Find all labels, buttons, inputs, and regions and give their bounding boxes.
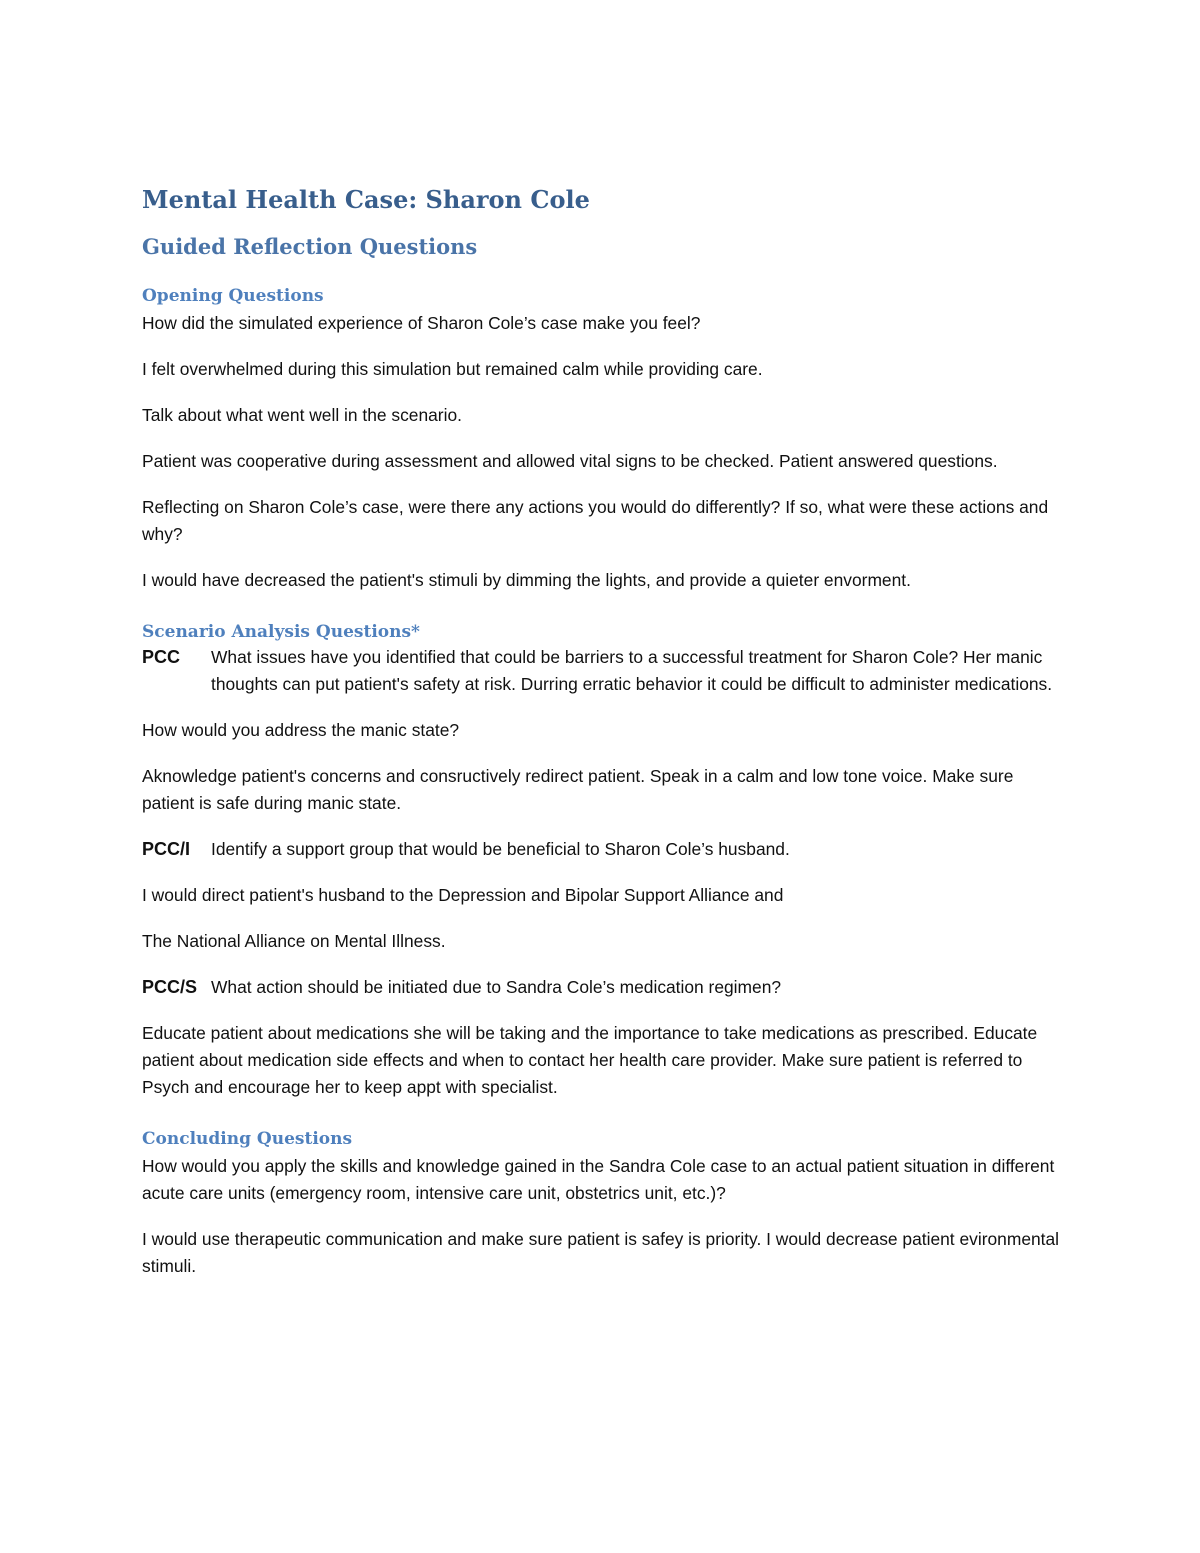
pcc-followup-answer: Aknowledge patient's concerns and consructively redirect patient. Speak in a calm and low tone voice. Make sure patient is safe during manic state. (142, 766, 1014, 813)
pcc-s-code-label: PCC/S (142, 977, 198, 997)
pcc-i-question: Identify a support group that would be beneficial to Sharon Cole’s husband. (211, 839, 790, 859)
document-subtitle: Guided Reflection Questions (142, 234, 478, 259)
opening-answer-2: Patient was cooperative during assessment and allowed vital signs to be checked. Patient answered questions. (142, 451, 998, 471)
pcc-i-item (142, 836, 1062, 863)
concluding-answer-1: I would use therapeutic communication and make sure patient is safey is priority. I would decrease patient evironmental stimuli. (142, 1229, 1060, 1276)
opening-answer-1: I felt overwhelmed during this simulation but remained calm while providing care. (142, 359, 763, 379)
pcc-item (142, 644, 1062, 698)
pcc-s-question: What action should be initiated due to Sandra Cole’s medication regimen? (211, 977, 782, 997)
opening-questions-heading: Opening Questions (142, 286, 324, 306)
opening-question-2: Talk about what went well in the scenario. (142, 405, 462, 425)
opening-question-3: Reflecting on Sharon Cole’s case, were there any actions you would do differently? If so, what were these actions and why? (142, 497, 1049, 544)
pcc-code-label: PCC (142, 647, 181, 667)
document-title: Mental Health Case: Sharon Cole (142, 185, 590, 214)
pcc-i-answer-line-1: I would direct patient's husband to the Depression and Bipolar Support Alliance and (142, 885, 784, 905)
pcc-s-item (142, 974, 1062, 1001)
opening-answer-3: I would have decreased the patient's stimuli by dimming the lights, and provide a quieter envorment. (142, 570, 911, 590)
opening-question-1: How did the simulated experience of Sharon Cole’s case make you feel? (142, 313, 701, 333)
pcc-i-answer-line-2: The National Alliance on Mental Illness. (142, 931, 446, 951)
pcc-followup-question: How would you address the manic state? (142, 720, 460, 740)
pcc-question: What issues have you identified that could be barriers to a successful treatment for Sharon Cole? Her manic thoughts can put patient's safety at risk. Durring erratic behavior it could be difficult to administer medications. (211, 647, 1053, 694)
pcc-i-code-label: PCC/I (142, 839, 191, 859)
concluding-question-1: How would you apply the skills and knowledge gained in the Sandra Cole case to an actual patient situation in different acute care units (emergency room, intensive care unit, obstetrics unit, etc.)? (142, 1156, 1055, 1203)
document-content (142, 182, 1062, 1299)
scenario-analysis-heading: Scenario Analysis Questions* (142, 622, 420, 642)
pcc-s-answer: Educate patient about medications she will be taking and the importance to take medications as prescribed. Educate patient about medication side effects and when to contact her health care provider. Make sure patient is referred to Psych and encourage her to keep appt with specialist. (142, 1023, 1038, 1097)
concluding-questions-heading: Concluding Questions (142, 1129, 353, 1149)
